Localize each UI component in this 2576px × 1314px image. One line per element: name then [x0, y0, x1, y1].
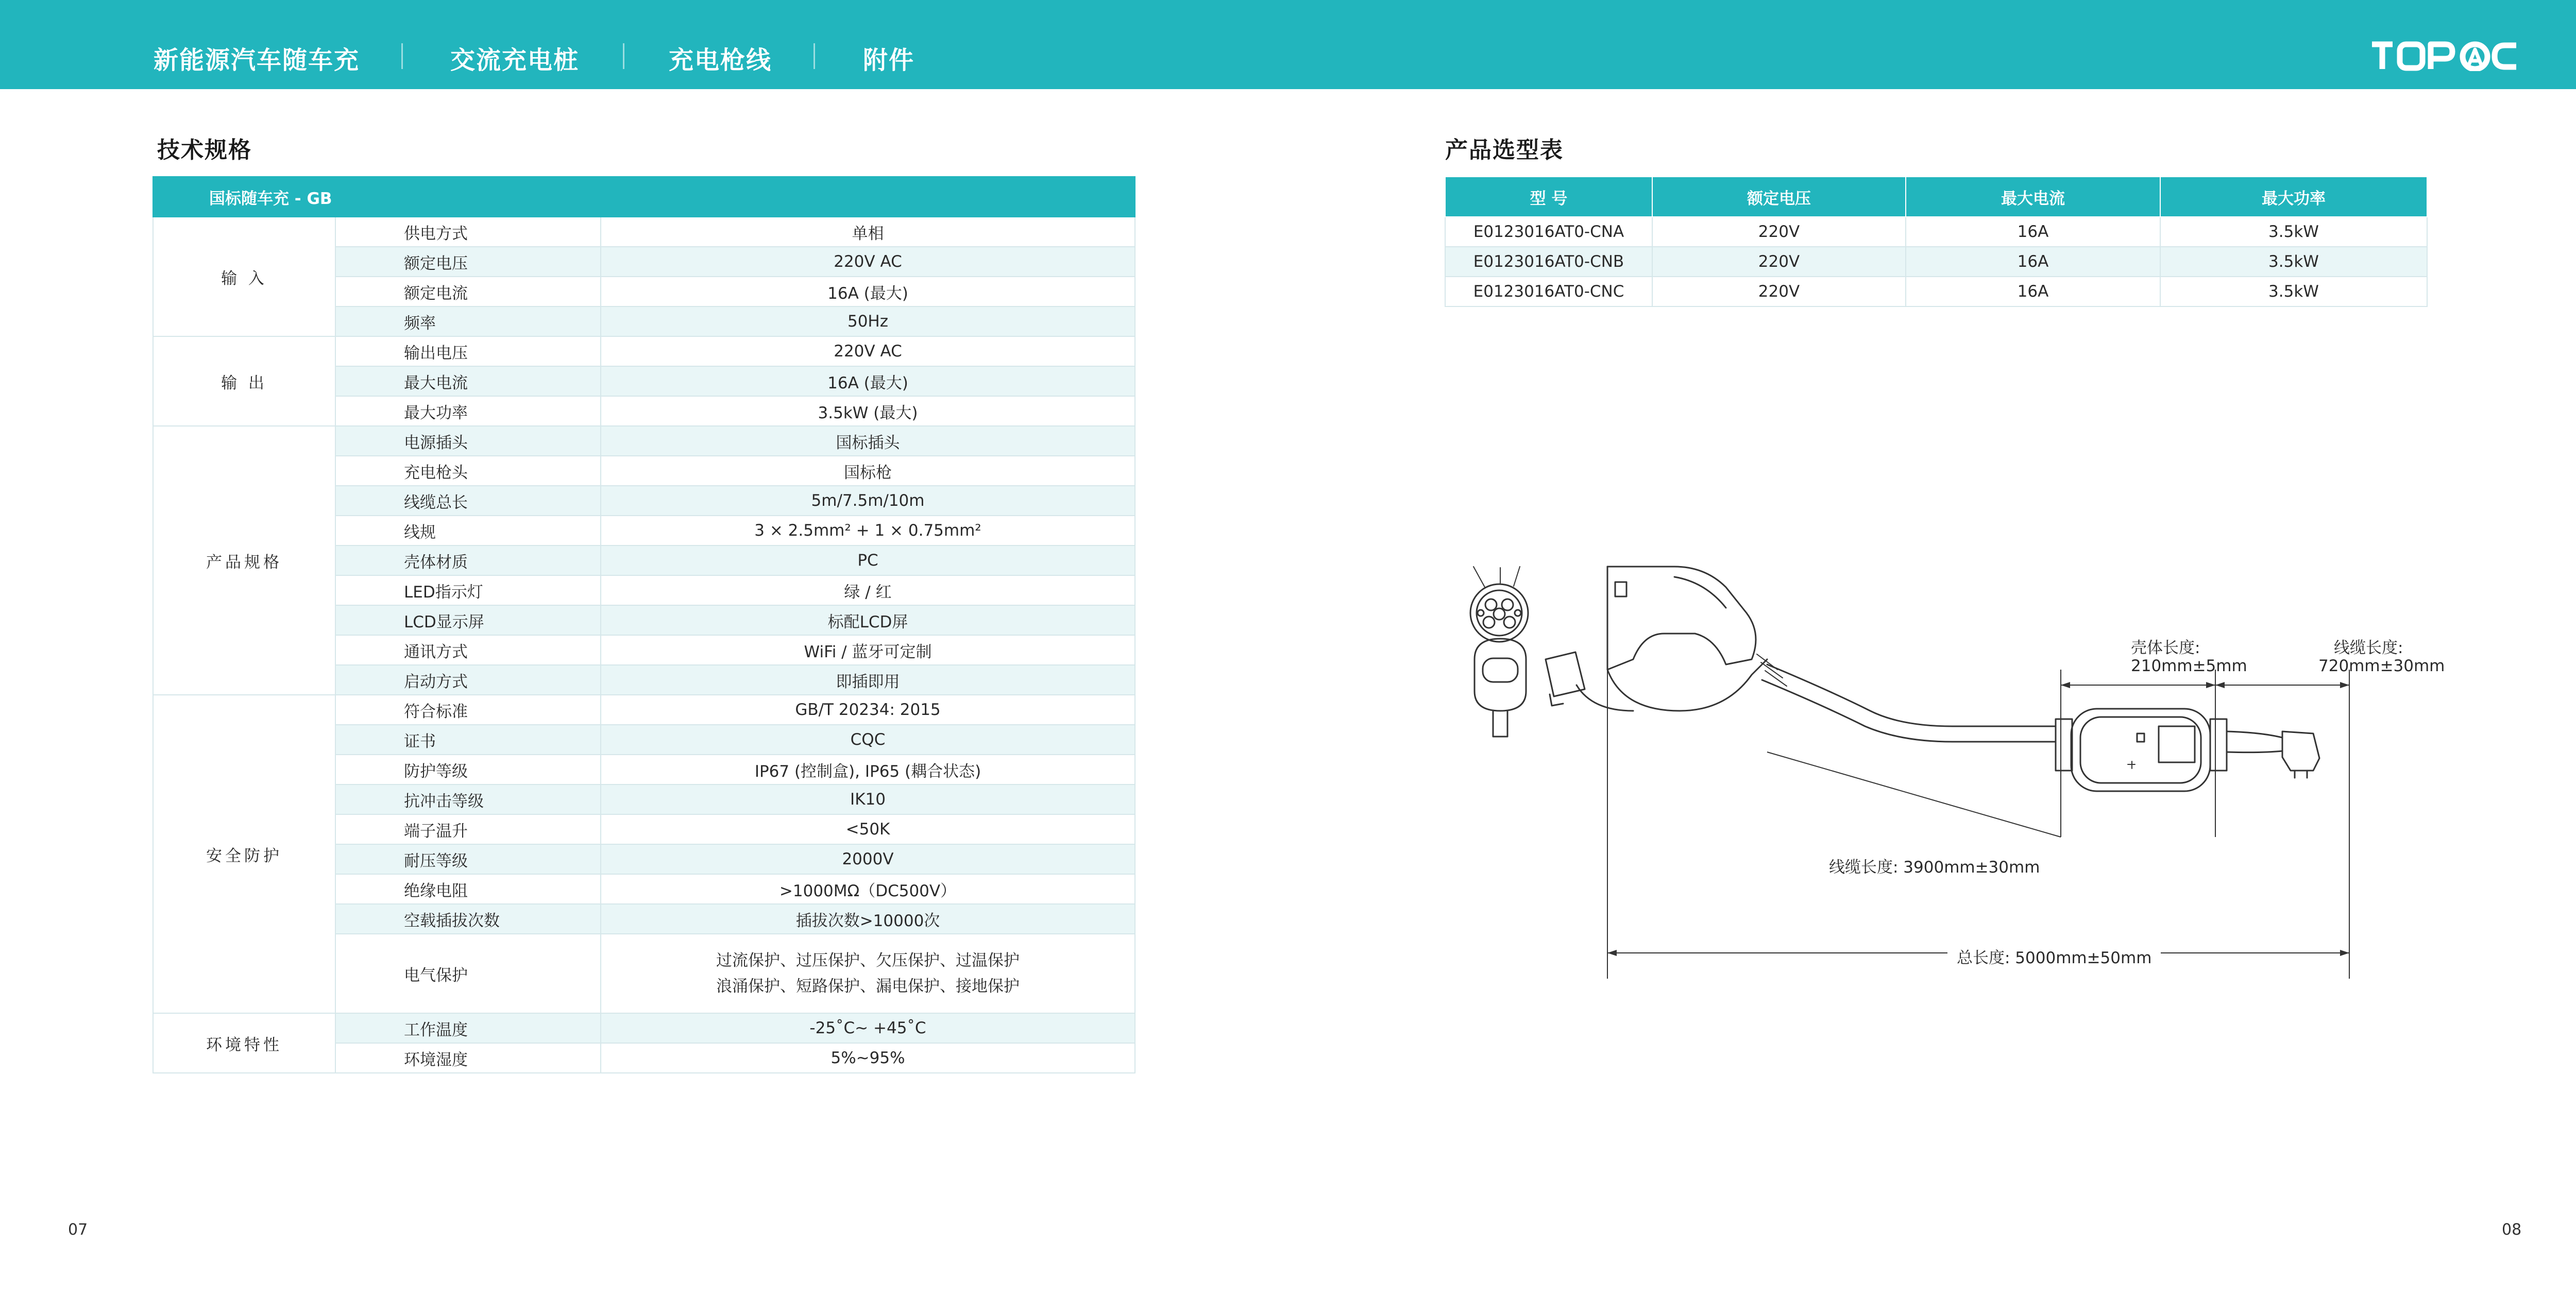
nav-separator [623, 43, 624, 69]
page-number-left: 07 [68, 1221, 88, 1239]
spec-value: IP67 (控制盒), IP65 (耦合状态) [601, 755, 1135, 784]
page-number-right: 08 [2502, 1221, 2522, 1239]
spec-value-line: 过流保护、过压保护、欠压保护、过温保护 [716, 951, 1020, 970]
spec-key: 壳体材质 [335, 545, 601, 575]
nav-separator [814, 43, 815, 69]
spec-key: 额定电压 [335, 247, 601, 277]
table-row [1445, 277, 2427, 306]
spec-key: 频率 [335, 306, 601, 336]
spec-key: 通讯方式 [335, 635, 601, 665]
spec-table [152, 176, 1136, 1073]
spec-value: 16A (最大) [601, 366, 1135, 396]
spec-value: 220V AC [601, 247, 1135, 277]
main-cable-length: 线缆长度: 3900mm±30mm [1829, 858, 2040, 877]
cable-length-label: 线缆长度: [2334, 639, 2403, 657]
table-row [153, 1013, 1135, 1043]
product-dimension-drawing [1437, 556, 2468, 999]
spec-key: 空载插拔次数 [335, 904, 601, 934]
column-header-power: 最大功率 [2160, 177, 2427, 217]
spec-table-caption-row [153, 177, 1135, 217]
spec-key: 线规 [335, 516, 601, 545]
spec-value: GB/T 20234: 2015 [601, 695, 1135, 725]
spec-value: 220V AC [601, 336, 1135, 366]
spec-key: 证书 [335, 725, 601, 755]
spec-key: LCD显示屏 [335, 605, 601, 635]
column-header-voltage: 额定电压 [1652, 177, 1906, 217]
charger-outline-illustration [1437, 556, 2468, 999]
table-row [1445, 217, 2427, 247]
spec-value: 单相 [601, 217, 1135, 247]
model-cell: E0123016AT0-CNB [1445, 247, 1652, 277]
shell-length-label: 壳体长度: [2131, 639, 2200, 657]
voltage-cell: 220V [1652, 277, 1906, 306]
spec-value: -25˚C~ +45˚C [601, 1013, 1135, 1043]
spec-key: 耐压等级 [335, 844, 601, 874]
spec-key: 工作温度 [335, 1013, 601, 1043]
spec-key: 输出电压 [335, 336, 601, 366]
topac-logo [2370, 40, 2519, 71]
model-selection-title: 产品选型表 [1445, 137, 1564, 163]
column-header-current: 最大电流 [1906, 177, 2160, 217]
header-bar [0, 0, 2576, 89]
spec-value: 2000V [601, 844, 1135, 874]
spec-value: 5m/7.5m/10m [601, 486, 1135, 516]
spec-value: 插拔次数>10000次 [601, 904, 1135, 934]
spec-key: 充电枪头 [335, 456, 601, 486]
spec-value: <50K [601, 814, 1135, 844]
spec-key: 电源插头 [335, 426, 601, 456]
spec-value: 16A (最大) [601, 277, 1135, 306]
spec-value: PC [601, 545, 1135, 575]
group-label-environment: 环境特性 [153, 1013, 335, 1073]
total-length: 总长度: 5000mm±50mm [1947, 945, 2161, 968]
spec-key: 最大电流 [335, 366, 601, 396]
group-label-input: 输 入 [153, 217, 335, 336]
spec-value: 标配LCD屏 [601, 605, 1135, 635]
spec-value: 即插即用 [601, 665, 1135, 695]
group-label-product-spec: 产品规格 [153, 426, 335, 695]
nav-item-portable-charger[interactable]: 新能源汽车随车充 [154, 46, 360, 75]
column-header-model: 型 号 [1445, 177, 1652, 217]
model-table-header-row [1445, 177, 2427, 217]
model-cell: E0123016AT0-CNA [1445, 217, 1652, 247]
spec-value: 绿 / 红 [601, 575, 1135, 605]
model-table [1445, 176, 2428, 307]
current-cell: 16A [1906, 277, 2160, 306]
nav-item-accessories[interactable]: 附件 [863, 46, 915, 75]
table-row [153, 217, 1135, 247]
spec-key: 线缆总长 [335, 486, 601, 516]
model-cell: E0123016AT0-CNC [1445, 277, 1652, 306]
spec-value: CQC [601, 725, 1135, 755]
table-row [153, 695, 1135, 725]
power-cell: 3.5kW [2160, 217, 2427, 247]
cable-length-value: 720mm±30mm [2318, 657, 2445, 675]
spec-key: 电气保护 [335, 934, 601, 1013]
power-cell: 3.5kW [2160, 277, 2427, 306]
nav-item-ac-charging-pile[interactable]: 交流充电桩 [450, 46, 580, 75]
voltage-cell: 220V [1652, 247, 1906, 277]
spec-table-caption: 国标随车充 - GB [153, 177, 1135, 217]
spec-key: 额定电流 [335, 277, 601, 306]
spec-value-line: 浪涌保护、短路保护、漏电保护、接地保护 [716, 977, 1020, 996]
spec-value: 3.5kW (最大) [601, 396, 1135, 426]
spec-value: IK10 [601, 784, 1135, 814]
table-row [153, 336, 1135, 366]
voltage-cell: 220V [1652, 217, 1906, 247]
power-cell: 3.5kW [2160, 247, 2427, 277]
spec-value: 50Hz [601, 306, 1135, 336]
spec-key: 绝缘电阻 [335, 874, 601, 904]
current-cell: 16A [1906, 247, 2160, 277]
group-label-output: 输 出 [153, 336, 335, 426]
table-row [1445, 247, 2427, 277]
spec-key: 符合标准 [335, 695, 601, 725]
current-cell: 16A [1906, 217, 2160, 247]
spec-key: 供电方式 [335, 217, 601, 247]
spec-value: 3 × 2.5mm² + 1 × 0.75mm² [601, 516, 1135, 545]
spec-key: 启动方式 [335, 665, 601, 695]
spec-value-multiline [601, 934, 1135, 1013]
tech-spec-title: 技术规格 [157, 137, 252, 163]
spec-value: WiFi / 蓝牙可定制 [601, 635, 1135, 665]
group-label-safety: 安全防护 [153, 695, 335, 1013]
table-row [153, 426, 1135, 456]
spec-key: 抗冲击等级 [335, 784, 601, 814]
spec-key: 最大功率 [335, 396, 601, 426]
shell-length-value: 210mm±5mm [2131, 657, 2247, 675]
spec-value: 国标枪 [601, 456, 1135, 486]
spec-key: 环境湿度 [335, 1043, 601, 1073]
spec-value: 5%~95% [601, 1043, 1135, 1073]
nav-separator [401, 43, 403, 69]
spec-key: LED指示灯 [335, 575, 601, 605]
spec-key: 防护等级 [335, 755, 601, 784]
spec-value: >1000MΩ（DC500V） [601, 874, 1135, 904]
spec-key: 端子温升 [335, 814, 601, 844]
nav-item-charging-cable[interactable]: 充电枪线 [669, 46, 772, 75]
spec-value: 国标插头 [601, 426, 1135, 456]
